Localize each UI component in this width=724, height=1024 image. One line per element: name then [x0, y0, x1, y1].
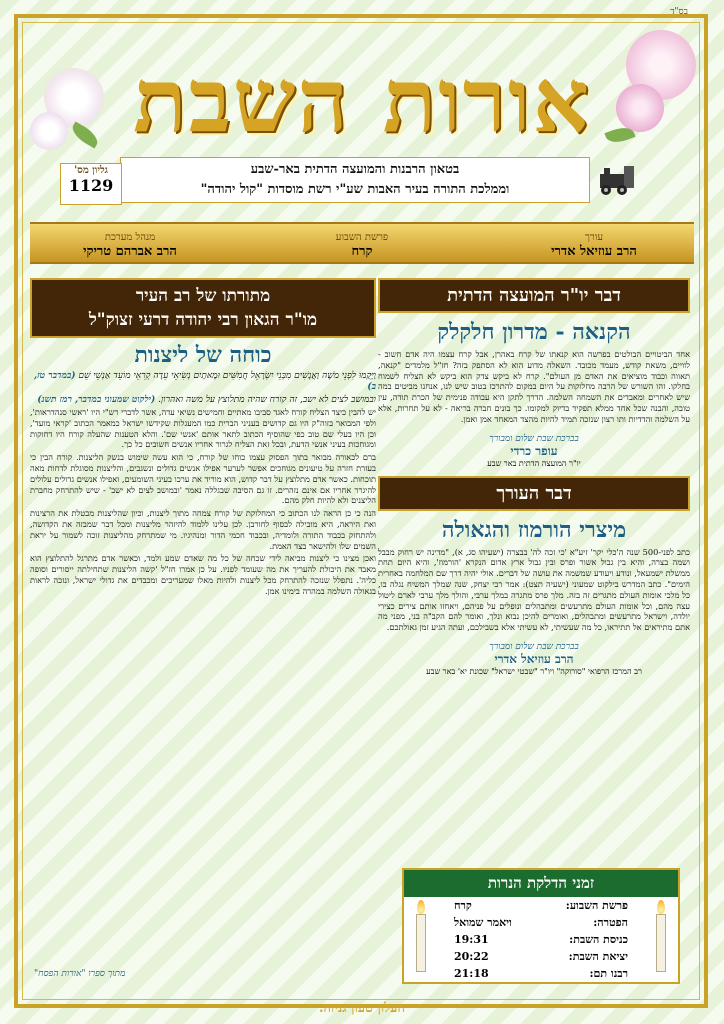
chairman-signature	[378, 433, 690, 468]
candle-row	[404, 931, 678, 948]
rav-credit: מתוך ספרו "אורות הפסח"	[34, 969, 126, 979]
chairman-heading: דבר יו"ר המועצה הדתית	[378, 278, 690, 313]
masthead-title: אורות השבת	[132, 48, 592, 152]
editor-label: עורך	[584, 232, 604, 243]
candle-times-heading: זמני הדלקת הנרות	[404, 870, 678, 897]
signature-role: יו"ר המועצה הדתית באר שבע	[487, 458, 581, 468]
subheader-line2: וממלכת התורה בעיר האבות שע"י רשת מוסדות "קול יהודה"	[200, 182, 510, 197]
top-note: בס"ד	[670, 7, 688, 17]
candle-icon	[656, 914, 666, 972]
train-logo-icon	[596, 160, 640, 198]
signature-blessing: בברכת שבת שלום ומבורך	[489, 641, 579, 652]
rav-title: כוחה של ליצנות	[134, 342, 272, 368]
chairman-paragraph: אחד הביטויים הבולטים בפרשה הוא קנאתו של קרח באהרן, אבל קרח עצמו היה אדם חשוב - לוויים, משאת קודש, מעמד מכובד. השאלה מדוע הוא לא הסתפק בזה? חז"ל מלמדים "קנאה, תאווה וכבוד מוציאים את האדם מן העולם". קרח לא ביקש צדק הוא ביקש לא הצליח לשמוח בחלקו. זהו השורש של הרבה מחלוקות על היום במקום להתרכז בטוב שיש לנו, אנחנו מביטים במה שיש לאחרים ומאבדים את השמחה השלמה. הדרך לתקן היא עבודה פנימית של הכרת תודה, עין טובה, והבנה שכל אחד ממלא תפקיד בדיוק למקומו. כך בונים חברה בריאה - לא על תחרות, אלא על השלמה והדדיות ותו רצון שנזכה תמיד להיות מהצד המאחד אמן ואמן.	[378, 349, 690, 424]
editor-name: הרב עוזיאל אדרי	[551, 244, 637, 259]
rav-heading-line2: מו"ר הגאון רבי יהודה דרעי זצוק"ל	[88, 310, 318, 330]
footer-note: העלון טעון גניזה.	[318, 1001, 405, 1016]
row-value: 20:22	[454, 950, 489, 963]
row-value: 19:31	[454, 933, 489, 946]
editor-body	[378, 547, 690, 633]
editor-block	[504, 232, 684, 259]
manager-label: מנהל מערכת	[104, 232, 156, 243]
editor-paragraph: כתב לפני-500 שנה ה'כלי יקר' זיע"א 'כי זכה לה' בבצרה (ישעיהו סג, א), "מדינה יש רחוק מבבל ושמה בצרה, והיא בין גבול אשור ופרס ובין גבול ארץ אדום הנקרא 'הורמוז', והיא היום תחת ממשלת ישמעאל, ונודע ויעודע שמשמה את עושה של דברים. אולי יהיה דרך שם המלחמה באחרית הימים". כתב המדרש בילקוט שמעוני (ישעיה תצט): אמר רבי יצחק, שנה שמלך המשיח נגלה בו, כל מלכי אומות העולם מתגרים זה בזה. מלך פרס מתגרה במלך ערבי, והולך מלך ערבי לארם ליטול עצה מהם, וכל אומות העולם מתרעשים ומתבהלים ונופלים על פניהם, ויאחזו אותם צירים כצירי יולדה, וישראל מתרעשים ומתבהלים, ואומרים להיכן נבוא ונלך, ואומר להם הקב"ה בני, מפני מה אתם מתיראים אל תתיראו, כל מה שעשיתי, לא עשיתי אלא בשבילכם, ועתה הגיע זמן גאולתכם.	[378, 546, 690, 633]
candle-row	[404, 914, 678, 931]
verse-ref: (במדבר טז, ב)	[33, 371, 376, 392]
parasha-name: קרח	[351, 244, 373, 259]
signature-name: עופר כרדי	[510, 443, 558, 458]
row-label: הפטרה:	[593, 916, 628, 929]
row-label: פרשת השבוע:	[565, 899, 628, 912]
editor-title: מיצרי הורמוז והגאולה	[441, 516, 627, 543]
rav-paragraph: ברם לכאורה מבואר בתוך הפסוק עצמו כוחו של קורח, כי הוא עשה שימוש בנשק הליצנות. קורח הבין כי בעזרת חזרה על טיעונים מגוחכים אפשר לערער אפילו אנשים גדולים ונשגבים, והליצנות מסוגלת לדחות מאה תוכחות. כאשר אדם מתלוצץ על דבר קדוש, הוא מוריד את ערכו בעיני השומעים, ואפילו אנשים גדולים עלולים להיגרר אחריו אם אינם נזהרים. זו גם הסיבה שבגללה נאמר 'ובמושב לצים לא ישב' - שיש להתרחק מחברת הליצנים ולא להיות חלק מהם.	[30, 452, 376, 506]
row-value: 21:18	[454, 967, 489, 980]
candle-times-box	[402, 868, 680, 1014]
editor-signature	[378, 641, 690, 676]
candle-row	[404, 897, 678, 914]
rav-body	[30, 407, 376, 597]
chairman-body	[378, 349, 690, 425]
midrash-quote	[30, 394, 376, 405]
candle-row	[404, 948, 678, 965]
signature-role: רב המרכז הרפואי "סורוקה" ויו"ר "שבטי ישראל" שכונת יא' באר שבע	[426, 666, 642, 676]
rav-paragraph: הנה כי כן הראה לנו הכתוב כי המחלוקת של קורח צמחה מתוך ליצנות, וכיון שהליצנות מבטלת את הרצינות ואת היראה, היא מובילה לבסוף לחורבן. לכן עלינו ללמוד להיזהר מליצנות ומכל דבר שמבזה את הקדושה, ולהתחזק בכבוד התורה ולומדיה, ובכבוד חכמי הדור ומנהיגיו. מי שמתרחק מהליצנות זוכה לשמור על יראת השמים שלו ולהישאר בצד האמת.	[30, 508, 376, 551]
parasha-label: פרשת השבוע	[335, 232, 389, 243]
chairman-title: הקנאה - מדרון חלקלק	[437, 319, 631, 345]
manager-name: הרב אברהם טריקי	[83, 244, 177, 259]
quote-text: ובמושב לצים לא ישב, זה קורח שהיה מתלוצץ על משה ואהרון.	[158, 395, 376, 405]
row-value: קרח	[454, 899, 472, 912]
manager-block	[40, 232, 220, 259]
rav-heading	[30, 278, 376, 338]
candle-icon	[416, 914, 426, 972]
row-value: ויאמר שמואל	[454, 916, 512, 929]
flame-icon	[657, 900, 665, 914]
signature-blessing: בברכת שבת שלום ומבורך	[489, 433, 579, 444]
rav-paragraph: יש להבין כיצד הצליח קורח לאגד סביבו מאתיים וחמישים נשיאי עדה, אשר לדברי רש"י היו 'ראשי סנהדראות', ולפי המבואר בזוה"ק היו גם קדושים בעניני הברית כמו המעגלות שקידשו ישראל כמאמר הכתוב 'קראי מועד', וכן היו בעלי שם טוב כפי שהוסיף הכתוב לתאר אותם 'אנשי שם'. והלא הטענות שהעלה קורח היו דחוקות ומגוחכות בעיני אנשי הדעת, ובכל זאת הצליח לגרור אחריו אנשים חשובים כל כך.	[30, 407, 376, 450]
issue-number-box	[60, 163, 122, 205]
quote-ref: (ילקוט שמעוני במדבר, רמז תשנ)	[37, 395, 156, 405]
row-label: יציאת השבת:	[568, 950, 628, 963]
row-label: כניסת השבת:	[569, 933, 628, 946]
verse-text: וַיָּקֻמוּ לִפְנֵי מֹשֶׁה וַאֲנָשִׁים מִבְּנֵי יִשְׂרָאֵל חֲמִשִּׁים וּמָאתָיִם נְשִׂיאֵי עֵדָה קְרִאֵי מוֹעֵד אַנְשֵׁי שֵׁם	[78, 371, 376, 381]
parasha-block	[272, 232, 452, 259]
left-column	[30, 278, 376, 599]
rav-heading-line1: מתורתו של רב העיר	[135, 286, 271, 306]
row-label: רבנו תם:	[589, 967, 628, 980]
issue-label: גליון מס'	[74, 165, 108, 176]
candle-row	[404, 965, 678, 982]
verse	[30, 370, 376, 392]
subheader-line1: בטאון הרבנות והמועצה הדתית באר-שבע	[250, 162, 460, 177]
flame-icon	[417, 900, 425, 914]
right-column	[378, 278, 690, 680]
candle-times-table	[402, 868, 680, 984]
rav-paragraph: ואכן מצינו כי ליצנות מביאה לידי שכחה של כל מה שאדם שמע ולמד, וכאשר אדם מתרגל להתלוצץ הוא מאבד את היכולת להעריך את מה שעומד לפניו. על כן אמרו חז"ל 'קשה הליצנות שתחילתה ייסורים וסופה כליה'. נתפלל שנזכה להתרחק מכל ליצנות ולהיות מאלו שמעריכים ומכבדים את גדולי ישראל, ונזכה לראות בגאולה השלמה במהרה בימינו אמן.	[30, 553, 376, 596]
signature-name: הרב עוזיאל אדרי	[494, 651, 574, 666]
subheader	[120, 157, 590, 203]
issue-number: 1129	[68, 176, 114, 195]
editor-heading: דבר העורך	[378, 476, 690, 511]
